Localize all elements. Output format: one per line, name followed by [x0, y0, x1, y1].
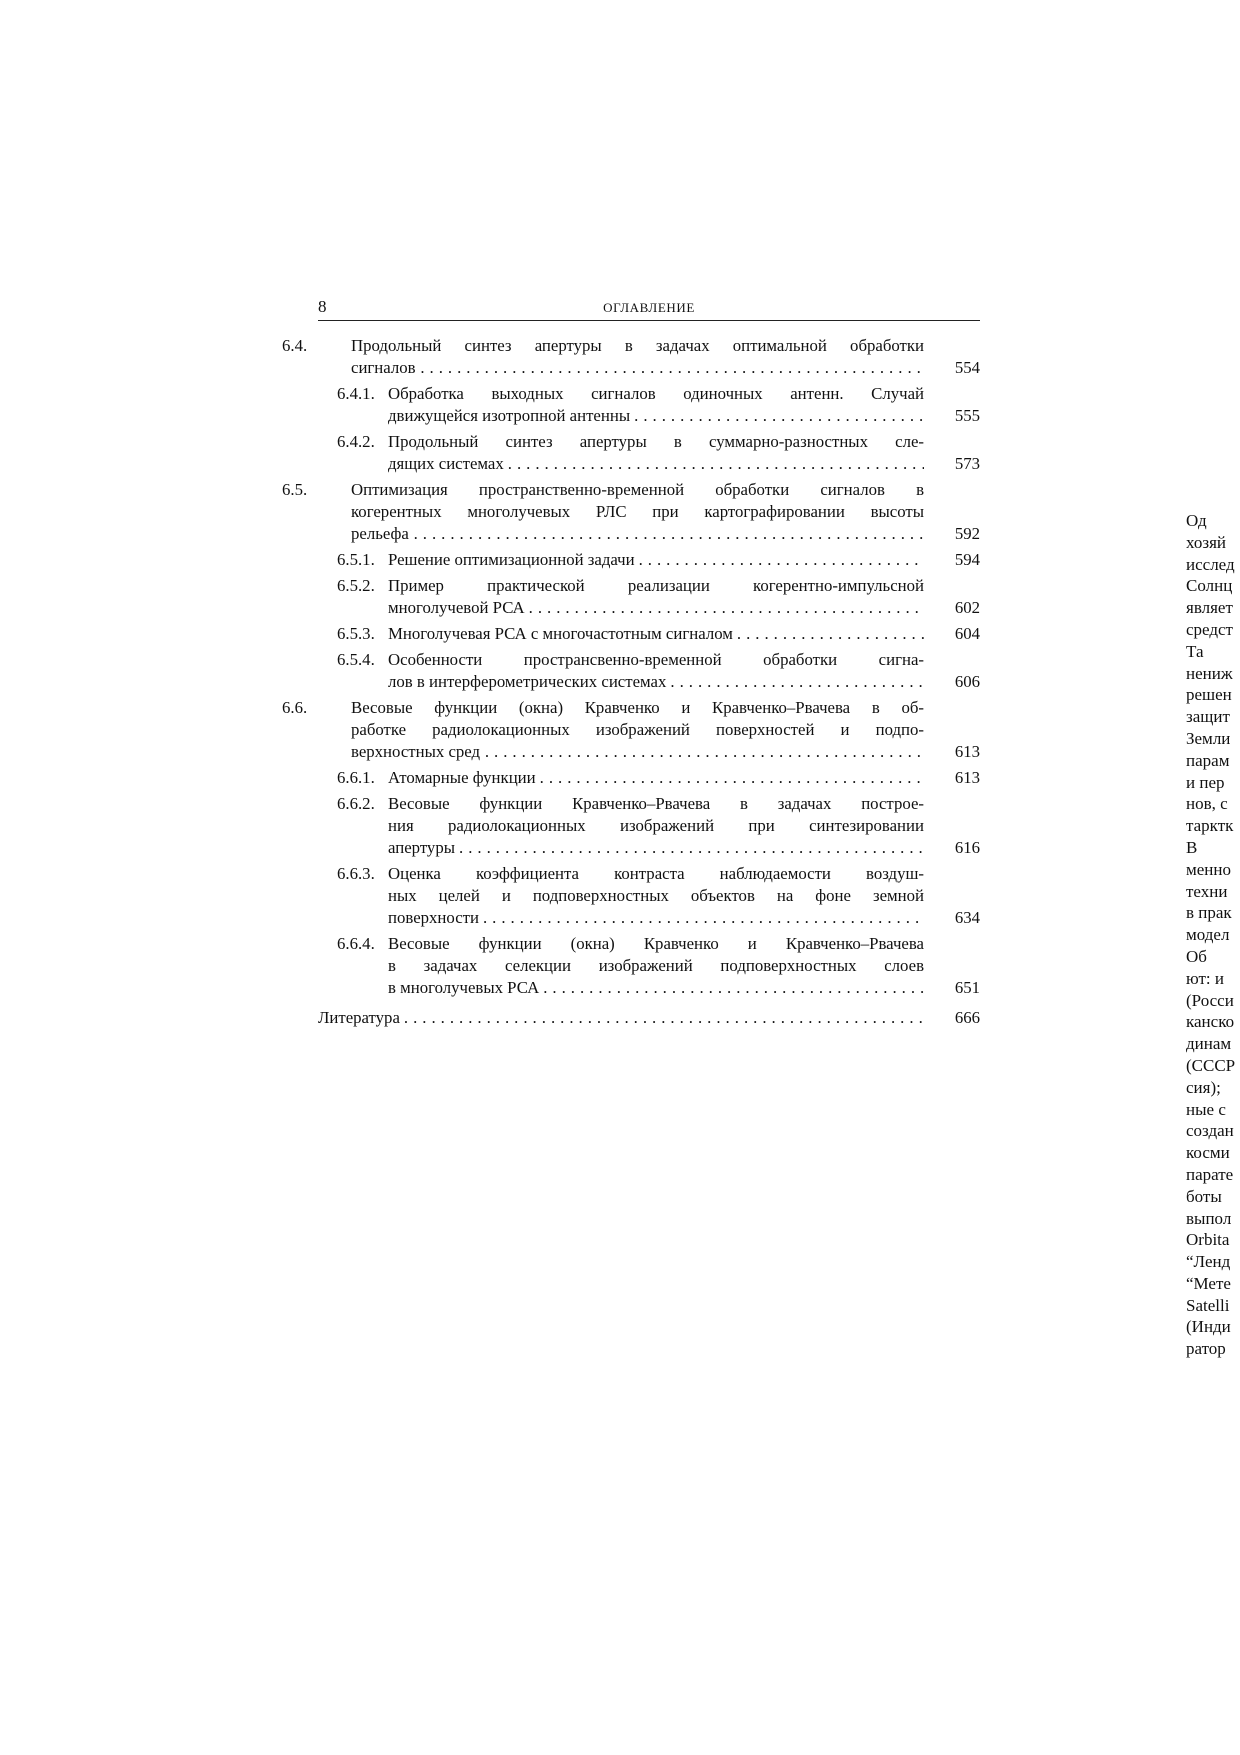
dot-leader [543, 977, 924, 999]
toc-entry-line: в задачах селекции изображений подповерхностных слоев [388, 956, 924, 975]
toc-entry-line: работке радиолокационных изображений поверхностей и подпо- [351, 720, 924, 739]
toc-entry-number: 6.5. [282, 480, 308, 499]
toc-page-number: 613 [954, 768, 980, 787]
fragment-line: “Ленд [1186, 1252, 1231, 1272]
dot-leader [413, 523, 924, 545]
fragment-line: являет [1186, 598, 1233, 618]
fragment-line: В [1186, 837, 1198, 857]
fragment-line: исслед [1186, 554, 1235, 574]
dot-leader [540, 767, 924, 789]
toc-entry-number: 6.5.3. [337, 624, 375, 643]
fragment-line: защит [1186, 707, 1230, 727]
toc-entry-body [282, 479, 924, 545]
fragment-line: модел [1186, 925, 1230, 945]
dot-leader [639, 549, 924, 571]
toc-entry-line: Весовые функции (окна) Кравченко и Кравченко–Рвачева в об- [351, 698, 924, 717]
fragment-line: нов, с [1186, 794, 1228, 814]
toc-page-number: 634 [954, 908, 980, 927]
table-of-contents [282, 335, 980, 1033]
toc-page-number: 613 [954, 742, 980, 761]
dot-leader [508, 453, 924, 475]
fragment-line: Та [1186, 641, 1204, 661]
toc-entry-line: Пример практической реализации когерентно-импульсной [388, 576, 924, 595]
toc-entry-body [337, 793, 924, 859]
toc-entry-line: Продольный синтез апертуры в задачах оптимальной обработки [351, 336, 924, 355]
dot-leader [529, 597, 924, 619]
toc-page-number: 602 [954, 598, 980, 617]
toc-entry-body [337, 933, 924, 999]
adjacent-page-fragment [1186, 510, 1240, 1360]
fragment-line: решен [1186, 685, 1232, 705]
toc-entry-line: сигналов [351, 358, 416, 377]
fragment-line: Земли [1186, 728, 1231, 748]
toc-entry-line: когерентных многолучевых РЛС при картографировании высоты [351, 502, 924, 521]
fragment-line: ные с [1186, 1099, 1226, 1119]
fragment-line: ют: и [1186, 968, 1224, 988]
fragment-line: “Мете [1186, 1273, 1231, 1293]
toc-entry[interactable] [318, 863, 980, 929]
fragment-line: Orbita [1186, 1230, 1230, 1250]
toc-page-number: 594 [954, 550, 980, 569]
toc-entry-number: 6.5.1. [337, 550, 375, 569]
toc-entry-body [337, 383, 924, 427]
fragment-line: (Росси [1186, 990, 1234, 1010]
fragment-line: хозяй [1186, 532, 1226, 552]
toc-entry-line: Многолучевая РСА с многочастотным сигналом [388, 624, 733, 643]
fragment-line: и пер [1186, 772, 1225, 792]
dot-leader [483, 907, 924, 929]
fragment-line: нениж [1186, 663, 1233, 683]
toc-entry-line: рельефа [351, 524, 409, 543]
toc-page-number: 555 [954, 406, 980, 425]
dot-leader [459, 837, 924, 859]
toc-entry-line: ных целей и подповерхностных объектов на фоне земной [388, 886, 924, 905]
toc-entry-line: Обработка выходных сигналов одиночных антенн. Случай [388, 384, 924, 403]
fragment-line: косми [1186, 1143, 1230, 1163]
fragment-line: динам [1186, 1034, 1232, 1054]
toc-entry-body [337, 549, 924, 571]
toc-entry-line: ния радиолокационных изображений при синтезировании [388, 816, 924, 835]
toc-entry-body [337, 575, 924, 619]
toc-entry-number: 6.4. [282, 336, 308, 355]
fragment-line: ратор [1186, 1339, 1226, 1359]
toc-page-number: 616 [954, 838, 980, 857]
fragment-line: средст [1186, 619, 1233, 639]
toc-page-number: 554 [954, 358, 980, 377]
toc-entry-body [318, 1007, 924, 1029]
toc-entry-line: лов в интерферометрических системах [388, 672, 667, 691]
fragment-line: техни [1186, 881, 1228, 901]
toc-entry[interactable] [318, 623, 980, 645]
toc-entry-body [337, 431, 924, 475]
toc-page-number: 604 [954, 624, 980, 643]
toc-page-number: 573 [954, 454, 980, 473]
toc-entry-line: поверхности [388, 908, 479, 927]
running-title: ОГЛАВЛЕНИЕ [603, 300, 695, 315]
fragment-line: Од [1186, 511, 1207, 530]
toc-page-number: 651 [954, 978, 980, 997]
fragment-line: тарктк [1186, 816, 1234, 836]
toc-entry-line: в многолучевых РСА [388, 978, 540, 997]
toc-entry-line: Особенности пространсвенно-временной обработки сигна- [388, 650, 924, 669]
toc-entry-number: 6.6.2. [337, 794, 375, 813]
fragment-line: парам [1186, 750, 1230, 770]
dot-leader [670, 671, 924, 693]
toc-entry-number: 6.5.2. [337, 576, 375, 595]
toc-entry-line: Весовые функции Кравченко–Рвачева в задачах построе- [388, 794, 924, 813]
toc-entry[interactable] [318, 383, 980, 427]
toc-entry-line: верхностных сред [351, 742, 481, 761]
fragment-line: Satelli [1186, 1295, 1230, 1315]
toc-entry[interactable] [318, 1007, 980, 1029]
toc-page-number: 666 [954, 1008, 980, 1027]
page-number: 8 [318, 297, 327, 316]
fragment-line: сия); [1186, 1077, 1221, 1097]
fragment-line: Солнц [1186, 576, 1233, 596]
toc-entry[interactable] [318, 549, 980, 571]
toc-page-number: 606 [954, 672, 980, 691]
toc-entry-number: 6.6. [282, 698, 308, 717]
fragment-line: выпол [1186, 1208, 1232, 1228]
toc-entry[interactable] [282, 335, 980, 379]
toc-entry-line: дящих системах [388, 454, 504, 473]
toc-entry-line: Оценка коэффициента контраста наблюдаемости воздуш- [388, 864, 924, 883]
toc-entry-body [337, 623, 924, 645]
toc-entry[interactable] [318, 767, 980, 789]
toc-entry-line: Решение оптимизационной задачи [388, 550, 635, 569]
page-header [318, 298, 980, 321]
toc-entry-body [282, 697, 924, 763]
toc-entry[interactable] [282, 697, 980, 763]
toc-entry[interactable] [282, 479, 980, 545]
fragment-line: создан [1186, 1121, 1234, 1141]
toc-entry-line: Весовые функции (окна) Кравченко и Кравченко–Рвачева [388, 934, 924, 953]
dot-leader [634, 405, 924, 427]
toc-entry-line: Оптимизация пространственно-временной обработки сигналов в [351, 480, 924, 499]
toc-entry[interactable] [318, 933, 980, 999]
fragment-line: канско [1186, 1012, 1235, 1032]
toc-entry-number: 6.6.4. [337, 934, 375, 953]
toc-entry-body [337, 863, 924, 929]
toc-entry-body [282, 335, 924, 379]
dot-leader [484, 741, 924, 763]
fragment-line: в прак [1186, 903, 1232, 923]
toc-entry-number: 6.4.2. [337, 432, 375, 451]
toc-entry[interactable] [318, 793, 980, 859]
toc-entry-number: 6.4.1. [337, 384, 375, 403]
dot-leader [737, 623, 924, 645]
toc-entry-body [337, 649, 924, 693]
toc-page-number: 592 [954, 524, 980, 543]
fragment-line: (СССР [1186, 1055, 1236, 1075]
toc-entry-line: Атомарные функции [388, 768, 536, 787]
toc-entry[interactable] [318, 431, 980, 475]
fragment-line: менно [1186, 859, 1231, 879]
toc-entry-body [337, 767, 924, 789]
toc-entry-number: 6.6.3. [337, 864, 375, 883]
toc-entry-line: Литература [318, 1008, 400, 1027]
fragment-line: парате [1186, 1164, 1234, 1184]
dot-leader [404, 1007, 924, 1029]
toc-entry-number: 6.6.1. [337, 768, 375, 787]
fragment-line: боты [1186, 1186, 1222, 1206]
toc-entry-number: 6.5.4. [337, 650, 375, 669]
dot-leader [420, 357, 924, 379]
toc-entry-line: Продольный синтез апертуры в суммарно-разностных сле- [388, 432, 924, 451]
fragment-line: Об [1186, 946, 1207, 966]
toc-entry[interactable] [318, 649, 980, 693]
toc-entry[interactable] [318, 575, 980, 619]
toc-entry-line: многолучевой РСА [388, 598, 525, 617]
toc-entry-line: движущейся изотропной антенны [388, 406, 631, 425]
toc-entry-line: апертуры [388, 838, 455, 857]
fragment-line: (Инди [1186, 1317, 1231, 1337]
